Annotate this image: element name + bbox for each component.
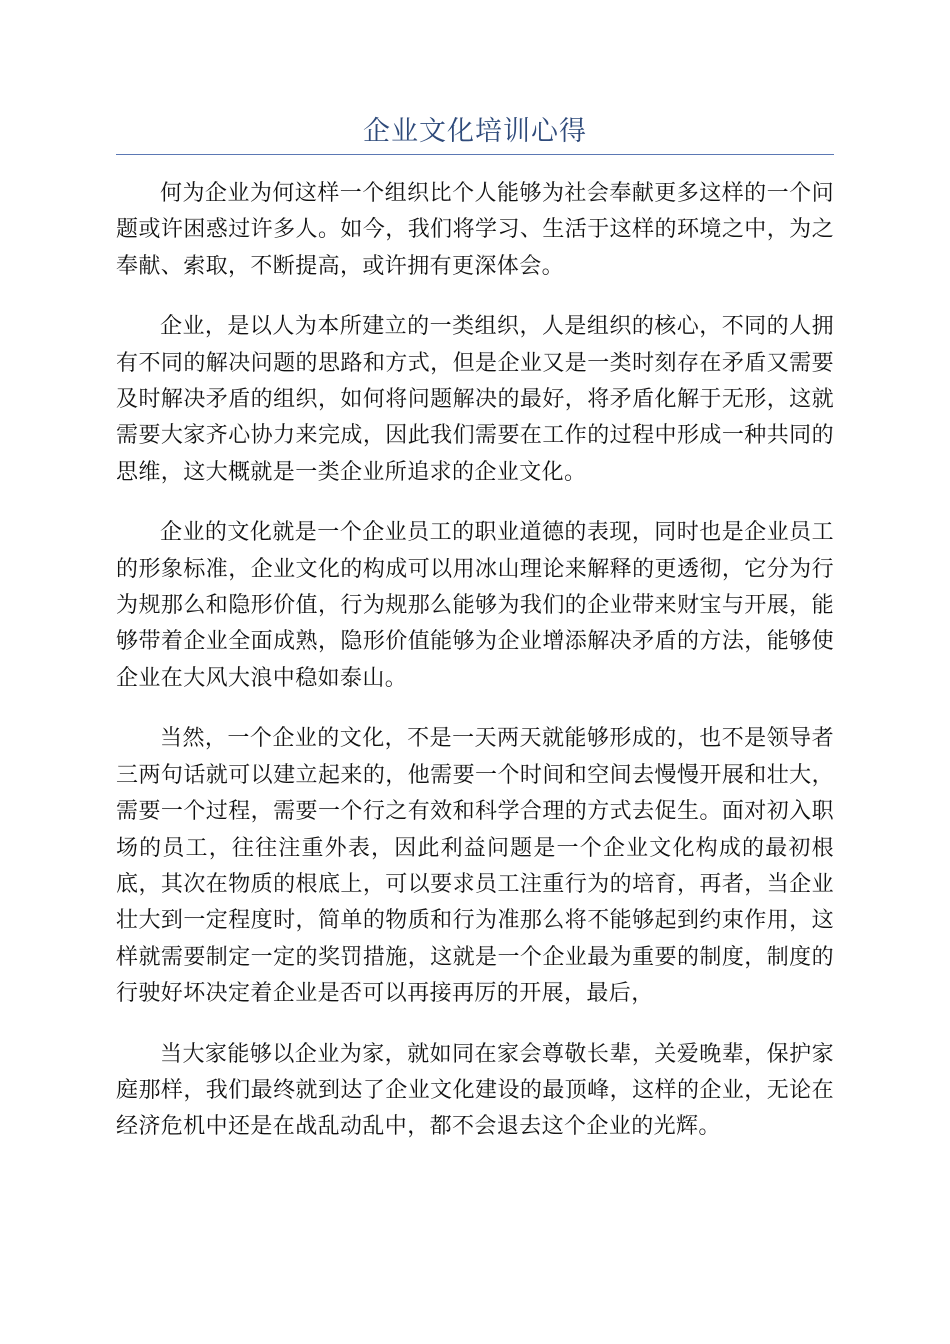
paragraph-1: 何为企业为何这样一个组织比个人能够为社会奉献更多这样的一个问题或许困惑过许多人。如今，我们将学习、生活于这样的环境之中，为之奉献、索取，不断提高，或许拥有更深体会。: [116, 181, 834, 279]
paragraph-4: 当然，一个企业的文化，不是一天两天就能够形成的，也不是领导者三两句话就可以建立起来的，他需要一个时间和空间去慢慢开展和壮大，需要一个过程，需要一个行之有效和科学合理的方式去促生。面对初入职场的员工，往往注重外表，因此利益问题是一个企业文化构成的最初根底，其次在物质的根底上，可以要求员工注重行为的培育，再者，当企业壮大到一定程度时，简单的物质和行为准那么将不能够起到约束作用，这样就需要制定一定的奖罚措施，这就是一个企业最为重要的制度，制度的行驶好坏决定着企业是否可以再接再厉的开展，最后，: [116, 726, 834, 1007]
document-title: 企业文化培训心得: [363, 116, 587, 147]
paragraph-2: 企业，是以人为本所建立的一类组织，人是组织的核心，不同的人拥有不同的解决问题的思路和方式，但是企业又是一类时刻存在矛盾又需要及时解决矛盾的组织，如何将问题解决的最好，将矛盾化解于无形，这就需要大家齐心协力来完成，因此我们需要在工作的过程中形成一种共同的思维，这大概就是一类企业所追求的企业文化。: [116, 314, 834, 485]
document-body: [116, 176, 834, 1170]
paragraph-3: 企业的文化就是一个企业员工的职业道德的表现，同时也是企业员工的形象标准，企业文化的构成可以用冰山理论来解释的更透彻，它分为行为规那么和隐形价值，行为规那么能够为我们的企业带来财宝与开展，能够带着企业全面成熟，隐形价值能够为企业增添解决矛盾的方法，能够使企业在大风大浪中稳如泰山。: [116, 520, 834, 691]
title-underline: [116, 154, 834, 155]
paragraph-5: 当大家能够以企业为家，就如同在家会尊敬长辈，关爱晚辈，保护家庭那样，我们最终就到达了企业文化建设的最顶峰，这样的企业，无论在经济危机中还是在战乱动乱中，都不会退去这个企业的光辉。: [116, 1041, 834, 1140]
